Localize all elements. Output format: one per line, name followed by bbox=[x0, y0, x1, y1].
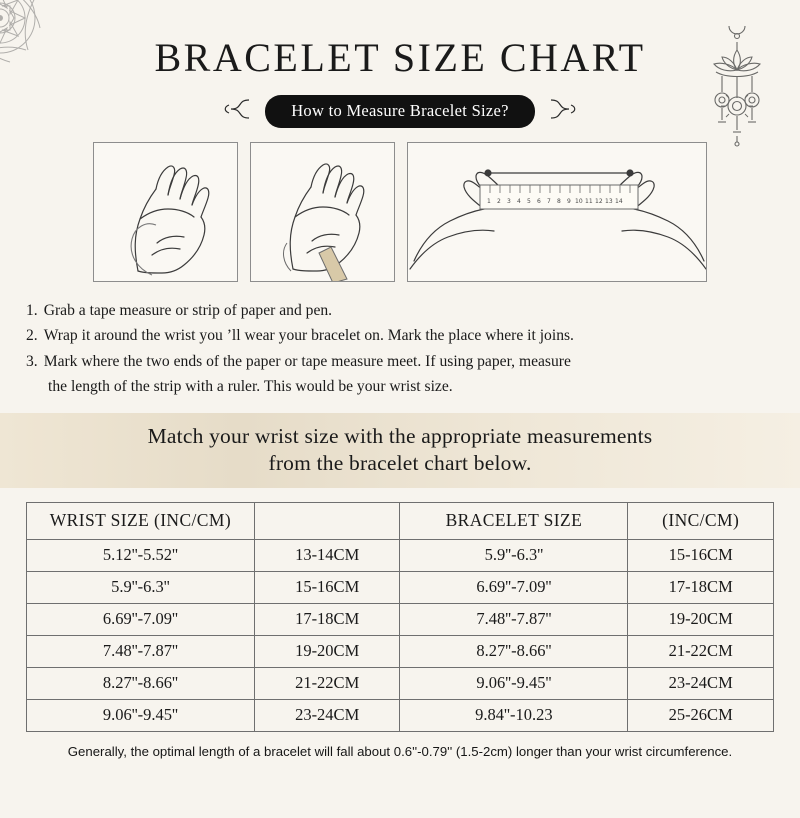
flourish-right-icon bbox=[547, 97, 577, 126]
cell-wrist-inch: 5.9''-6.3'' bbox=[27, 572, 255, 604]
table-row bbox=[27, 572, 774, 604]
step-number: 2. bbox=[26, 327, 38, 345]
header-bracelet-size: BRACELET SIZE bbox=[400, 503, 628, 540]
svg-text:14: 14 bbox=[615, 198, 623, 205]
svg-text:8: 8 bbox=[557, 198, 561, 205]
svg-text:10: 10 bbox=[575, 198, 583, 205]
match-size-banner bbox=[0, 413, 800, 488]
measure-subtitle-pill: How to Measure Bracelet Size? bbox=[265, 95, 535, 128]
table-header-row bbox=[27, 503, 774, 540]
svg-text:7: 7 bbox=[547, 198, 551, 205]
svg-text:13: 13 bbox=[605, 198, 613, 205]
svg-text:11: 11 bbox=[585, 198, 593, 205]
table-row bbox=[27, 540, 774, 572]
svg-text:12: 12 bbox=[595, 198, 603, 205]
cell-bracelet-cm: 19-20CM bbox=[628, 604, 774, 636]
table-row bbox=[27, 668, 774, 700]
cell-bracelet-cm: 25-26CM bbox=[628, 700, 774, 732]
cell-wrist-inch: 9.06''-9.45'' bbox=[27, 700, 255, 732]
page-title: BRACELET SIZE CHART bbox=[154, 35, 646, 80]
step-3-continuation: the length of the strip with a ruler. This would be your wrist size. bbox=[48, 377, 453, 395]
cell-wrist-inch: 8.27''-8.66'' bbox=[27, 668, 255, 700]
instruction-images bbox=[0, 142, 800, 282]
banner-line-2: from the bracelet chart below. bbox=[268, 450, 532, 475]
svg-text:9: 9 bbox=[567, 198, 571, 205]
cell-bracelet-cm: 15-16CM bbox=[628, 540, 774, 572]
size-table-wrapper bbox=[0, 502, 800, 732]
size-table bbox=[26, 502, 774, 732]
header-wrist-size-unit bbox=[254, 503, 400, 540]
svg-text:3: 3 bbox=[507, 198, 511, 205]
step-text: Wrap it around the wrist you ’ll wear your bracelet on. Mark the place where it joins. bbox=[43, 327, 574, 345]
cell-wrist-cm: 17-18CM bbox=[254, 604, 400, 636]
svg-text:4: 4 bbox=[517, 198, 521, 205]
cell-bracelet-cm: 17-18CM bbox=[628, 572, 774, 604]
step-3 bbox=[26, 349, 774, 374]
svg-text:2: 2 bbox=[497, 198, 501, 205]
size-chart-page bbox=[0, 18, 800, 818]
table-row bbox=[27, 604, 774, 636]
subtitle-row bbox=[0, 95, 800, 128]
cell-bracelet-inch: 9.84''-10.23 bbox=[400, 700, 628, 732]
instruction-steps bbox=[0, 298, 800, 399]
svg-text:5: 5 bbox=[527, 198, 531, 205]
cell-wrist-inch: 5.12''-5.52'' bbox=[27, 540, 255, 572]
step-1 bbox=[26, 298, 774, 323]
banner-line-1: Match your wrist size with the appropriate measurements bbox=[147, 424, 653, 448]
step-number: 1. bbox=[26, 302, 38, 319]
cell-wrist-cm: 19-20CM bbox=[254, 636, 400, 668]
cell-wrist-cm: 15-16CM bbox=[254, 572, 400, 604]
flourish-left-icon bbox=[223, 97, 253, 126]
cell-wrist-inch: 6.69''-7.09'' bbox=[27, 604, 255, 636]
image-hands-measuring-strip-with-ruler bbox=[407, 142, 707, 282]
cell-wrist-cm: 13-14CM bbox=[254, 540, 400, 572]
cell-wrist-inch: 7.48''-7.87'' bbox=[27, 636, 255, 668]
svg-text:1: 1 bbox=[487, 198, 491, 205]
cell-bracelet-cm: 21-22CM bbox=[628, 636, 774, 668]
step-2 bbox=[26, 323, 774, 348]
step-text: Grab a tape measure or strip of paper and pen. bbox=[43, 302, 333, 319]
table-row bbox=[27, 700, 774, 732]
cell-wrist-cm: 23-24CM bbox=[254, 700, 400, 732]
cell-bracelet-inch: 6.69''-7.09'' bbox=[400, 572, 628, 604]
footnote: Generally, the optimal length of a bracelet will fall about 0.6''-0.79'' (1.5-2cm) longer than your wrist circumference. bbox=[67, 744, 733, 760]
cell-wrist-cm: 21-22CM bbox=[254, 668, 400, 700]
image-hand-with-paper-strip bbox=[250, 142, 395, 282]
cell-bracelet-inch: 9.06''-9.45'' bbox=[400, 668, 628, 700]
header-bracelet-size-unit: (INC/CM) bbox=[628, 503, 774, 540]
cell-bracelet-inch: 7.48''-7.87'' bbox=[400, 604, 628, 636]
cell-bracelet-inch: 8.27''-8.66'' bbox=[400, 636, 628, 668]
table-row bbox=[27, 636, 774, 668]
cell-bracelet-inch: 5.9''-6.3'' bbox=[400, 540, 628, 572]
image-hand-with-tape-measure bbox=[93, 142, 238, 282]
cell-bracelet-cm: 23-24CM bbox=[628, 668, 774, 700]
header-wrist-size: WRIST SIZE (INC/CM) bbox=[27, 503, 255, 540]
step-number: 3. bbox=[26, 352, 38, 370]
step-text: Mark where the two ends of the paper or tape measure meet. If using paper, measure bbox=[43, 352, 571, 370]
svg-text:6: 6 bbox=[537, 198, 541, 205]
